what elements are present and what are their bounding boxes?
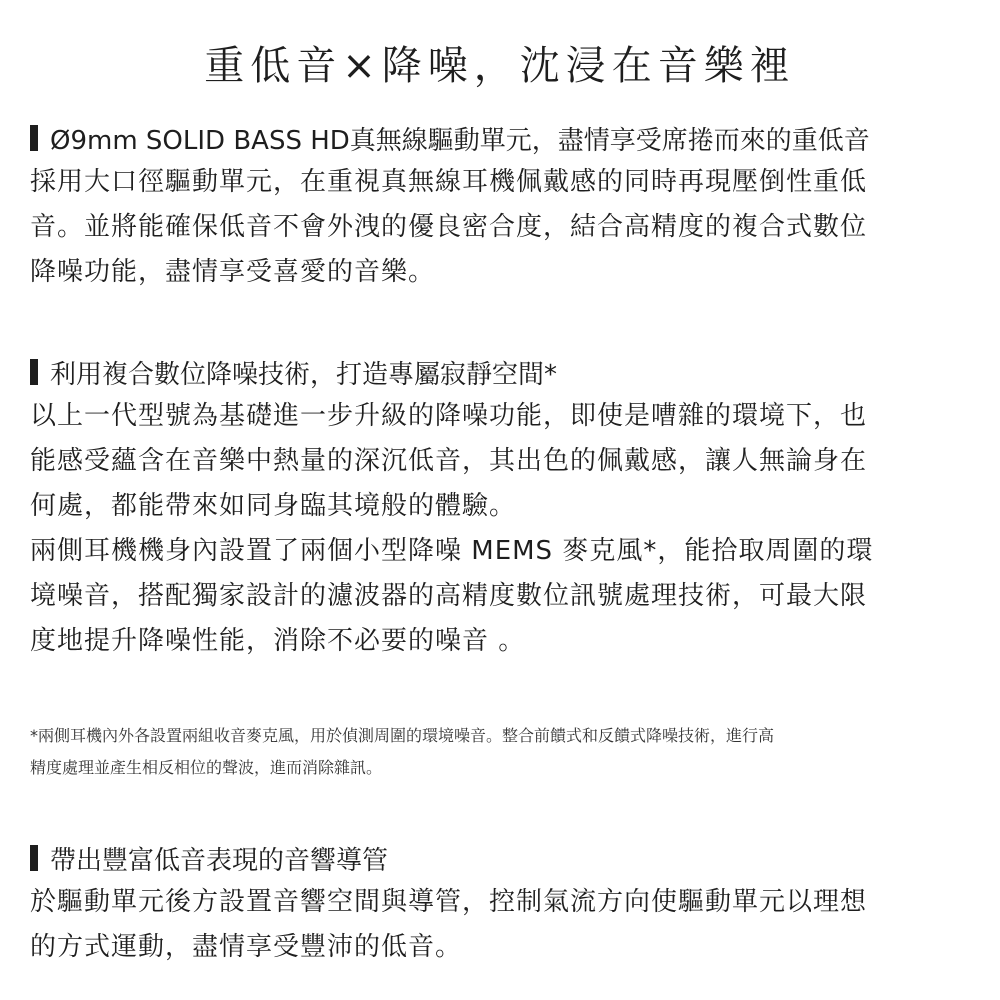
section-heading [30, 836, 970, 880]
heading-text: Ø9mm SOLID BASS HD真無線驅動單元，盡情享受席捲而來的重低音 [50, 125, 870, 156]
heading-bar [30, 359, 38, 385]
paragraph-line: 於驅動單元後方設置音響空間與導管，控制氣流方向使驅動單元以理想 [30, 887, 868, 917]
paragraph-line: 能感受蘊含在音樂中熱量的深沉低音，其出色的佩戴感，讓人無論身在 [30, 446, 868, 476]
footnote [30, 720, 970, 784]
footnote-line: 精度處理並產生相反相位的聲波，進而消除雜訊。 [30, 758, 383, 777]
section-paragraph [30, 880, 970, 970]
section-acoustic-duct [30, 836, 970, 970]
paragraph-line: 音。並將能確保低音不會外洩的優良密合度，結合高精度的複合式數位 [30, 212, 868, 242]
paragraph-line: 何處，都能帶來如同身臨其境般的體驗。 [30, 491, 517, 521]
paragraph-line: 降噪功能，盡情享受喜愛的音樂。 [30, 257, 436, 287]
paragraph-line: 的方式運動，盡情享受豐沛的低音。 [30, 932, 463, 962]
heading-bar [30, 845, 38, 871]
section-bass-driver [30, 116, 970, 295]
paragraph-line: 採用大口徑驅動單元，在重視真無線耳機佩戴感的同時再現壓倒性重低 [30, 167, 868, 197]
heading-text: 帶出豐富低音表現的音響導管 [50, 845, 389, 876]
heading-bar [30, 125, 38, 151]
page-title: 重低音×降噪，沈浸在音樂裡 [204, 43, 796, 89]
paragraph-line: 以上一代型號為基礎進一步升級的降噪功能，即使是嘈雜的環境下，也 [30, 401, 868, 431]
paragraph-line: 兩側耳機機身內設置了兩個小型降噪 MEMS 麥克風*，能拾取周圍的環 [30, 536, 874, 566]
section-heading [30, 116, 970, 160]
section-paragraph [30, 394, 970, 664]
footnote-line: *兩側耳機內外各設置兩組收音麥克風，用於偵測周圍的環境噪音。整合前饋式和反饋式降噪技術，進行高 [30, 726, 775, 745]
section-heading [30, 350, 970, 394]
heading-text: 利用複合數位降噪技術，打造專屬寂靜空間* [50, 359, 558, 390]
paragraph-line: 境噪音，搭配獨家設計的濾波器的高精度數位訊號處理技術，可最大限 [30, 581, 868, 611]
paragraph-line: 度地提升降噪性能，消除不必要的噪音 。 [30, 626, 526, 656]
section-noise-cancel [30, 350, 970, 664]
section-paragraph [30, 160, 970, 295]
